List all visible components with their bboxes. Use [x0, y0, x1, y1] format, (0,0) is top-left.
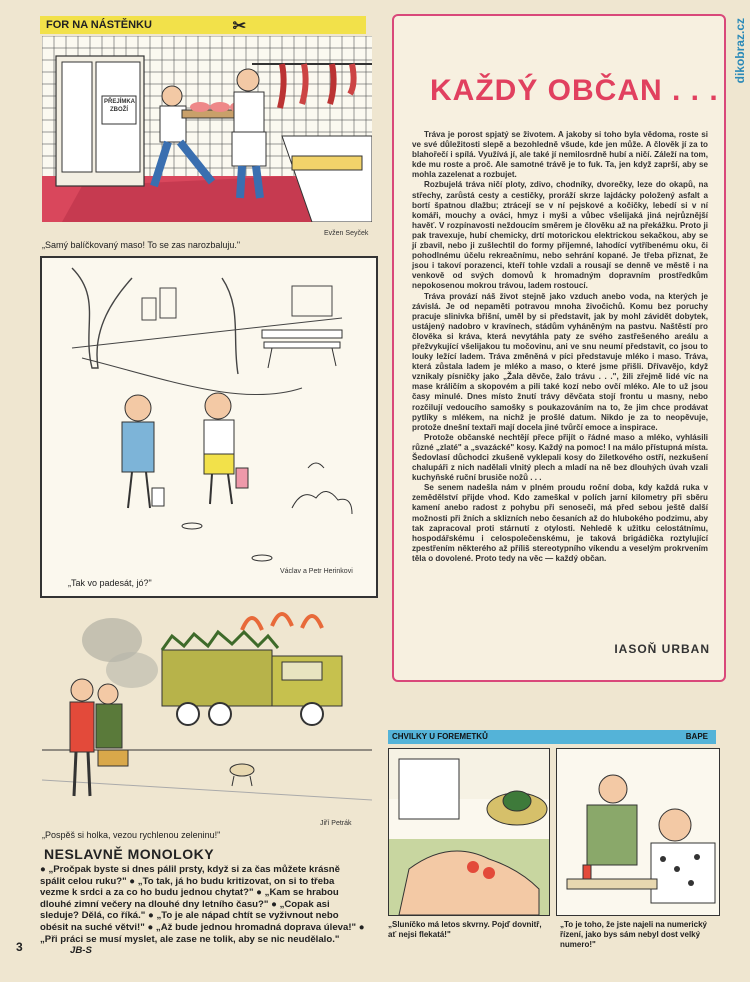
cartoon1-caption: „Samý balíčkovaný maso! To se zas narozbaluju."	[42, 240, 241, 250]
cartoon3-caption: „Pospěš si holka, vezou rychlenou zeleninu!"	[42, 830, 221, 840]
article-paragraph: Se senem nadešla nám v plném proudu roční doba, kdy každá ruka v zemědělství přijde vhod. Kdo zameškal v polích jarní kilometry při sběru kamení anebo radost z pohybu při senoseči, má před sebou ještě další možnosti při žních a sklizních nebo česaních až do hlubokého podzimu, aby tak zapracoval proti stárnutí z otylosti. Nehledě k užitku celostátnímu, hospodářskému i celospolečenskému, je taková brigádička roztylující zpestřením některého až příliš stereotypního víkendu a veselým prokrvením těla o dovolené. Proto tedy na věc — každý občan.	[412, 483, 708, 563]
chvilky-title: CHVILKY U FOREMETKŮ	[392, 732, 488, 741]
for-section-title: FOR NA NÁSTĚNKU	[46, 19, 152, 31]
cartoon-butcher	[42, 36, 372, 222]
article-author: IASOŇ URBAN	[614, 642, 710, 656]
monologues-signature: JB-S	[70, 945, 92, 957]
monologues-title: NESLAVNĚ MONOLOKY	[44, 846, 215, 862]
cartoon2-author: Václav a Petr Herinkovi	[280, 568, 353, 575]
cartoon2-caption: „Tak vo padesát, jó?"	[68, 578, 152, 588]
cartoon3-author: Jiří Petrák	[320, 820, 352, 827]
sunbather-illustration	[389, 749, 549, 915]
article-paragraph: Tráva je porost spjatý se životem. A jakoby si toho byla vědoma, roste si ve své důležitosti slepě a bezohledně všude, kde jen může. A člověk jí za to blahořečí i spílá. Využívá jí, ale také jí nemilosrdně hubí a ničí. Záleží na tom, kde mu roste a proč. Ale samotné trávě je to fuk. Ta, jen když zaprší, aby se mohla zazelenat a rozbujet.	[412, 130, 708, 180]
receiving-sign: PŘEJÍMKA ZBOŽÍ	[104, 99, 136, 113]
chvilky-caption-1: „Sluníčko má letos skvrny. Pojď dovnitř, ať nejsi flekatá!"	[388, 920, 542, 939]
monologues-body	[40, 864, 366, 957]
article-title: KAŽDÝ OBČAN . . .	[430, 74, 719, 107]
cartoon1-author: Evžen Seyček	[324, 230, 369, 237]
chvilky-caption-2: „To je toho, že jste najeli na numerický řízení, jako bys sám nebyl dost velký numero!"	[560, 920, 707, 949]
article-box	[392, 14, 726, 682]
truck-illustration	[42, 600, 372, 826]
page-number: 3	[16, 940, 23, 954]
article-paragraph: Rozbujelá tráva ničí ploty, zdivo, chodníky, dvorečky, leze do okapů, na střechy, zarůstá cesty a cestičky, proráží skrze lajdácky položený asfalt a bortí špatnou dlažbu; ztrácejí se v ní pejskové a kočičky, lebedí si v ní komáři, mouchy a ováci, hmyz i myši a vůbec všelijaká jiná nejrůznější havěť. V rozpínavosti neždoucím směrem je člověku až na překážku. Proto ji pak travexuje, hubí chemicky, drtí motorickou elektrickou sekačkou, aby se jí zbavil, nebo ji zušlechtil do formy příjemné, lahodící vytříbenému oku, či pohodlnému účelu rekreačnímu, nebo sehrání kopané. Je třeba přiznat, že jsou i takoví porazenci, kteří tohle vzdali a rousají se denně ve městě i na venkově od svých domovů k hromadným dopravním prostředkům nepokosenou mokrou trávou, ladem rostoucí.	[412, 180, 708, 291]
butcher-illustration	[42, 36, 372, 222]
chvilky-author: BAPE	[685, 732, 708, 741]
brand-logo: dikobraz.cz	[733, 18, 747, 84]
for-section-header	[40, 16, 366, 34]
scissors-icon: ✂	[232, 18, 246, 35]
cartoon-park	[40, 256, 378, 598]
article-paragraph: Tráva provází náš život stejně jako vzduch anebo voda, na kterých je závislá. Je od nepaměti potravou mnoha živočichů. Komu bez poruchy pracuje slinivka břišní, uměl by si představit, jak by mohl závidět dobytek, ustájený nadobro v kravínech, stádům vyháněným na pastvu. Naštěstí pro člověka si kráva, která nevytáhla paty ze svého zastřešeného areálu a přežvykující všelijakou tu močovinu, ani ve snu neumí představit, co jsou to louky ležící ladem. Tráva změněná v píci představuje mléko i maso. Tráva, která zůstala ladem je mléko a maso, o které jsme přišli. Dřívavějo, když vznikaly písničky jako „Žala děvče, žalo trávu . . .", žili zřejmě lidé víc na mase králičím a skopovém a pili také kozí nebo ovčí mléko. Ale to už jsou časy minulé. Dnes místo žnutí trávy děvčata stojí frontu u masny, nebo rozčilují vedoucího samošky s poukazováním na to, že jim chce prodávat pytlíky s mlékem, na nichž je prošlé datum. Nikdo je za to neopěvuje, protože dnešní textaři mají docela jiné tvůrčí emoce a inspirace.	[412, 291, 708, 432]
park-illustration	[42, 258, 376, 596]
chvilky-panel-1	[388, 748, 550, 916]
monologues-text: ● „Pročpak byste si dnes pálil prsty, když si za čas můžete krásně spálit celou ruku?" ● „To tak, já ho budu kritizovat, on si to třeba vezme k srdci a za co ho budu jednou chytat?" ● „Kam se hrabou dlouhé zimní večery na dlouhé dny letního času?" ● „Copak asi sleduje? Dělá, co říká." ● „To je ale nápad chtít se vyživnout nebo obésit na suché větvi!" ● „Až bude jednou hromadná doprava úleva!" ● „Při práci se musí myslet, ale zase ne tolik, aby se nic neudělalo."	[40, 864, 365, 945]
article-paragraph: Protože občanské nechtějí přece přijít o řádné maso a mléko, vyhlásili různé „zlaté" a „svazácké" kosy. Každý na pomoc! I na málo přístupná místa. Šedovlasí důchodci zkušeně vyklepali kosy do žiletkového ostří, nezkušení chalupáři z nich nadělali vlnitý plech a mladí na ně bez dlouhých úvah vzali kuchyňské ruční brusiče nožů . . .	[412, 432, 708, 483]
dinner-illustration	[557, 749, 719, 915]
chvilky-panel-2	[556, 748, 720, 916]
cartoon-truck	[42, 600, 372, 826]
article-body	[412, 130, 708, 564]
chvilky-header	[388, 730, 716, 744]
